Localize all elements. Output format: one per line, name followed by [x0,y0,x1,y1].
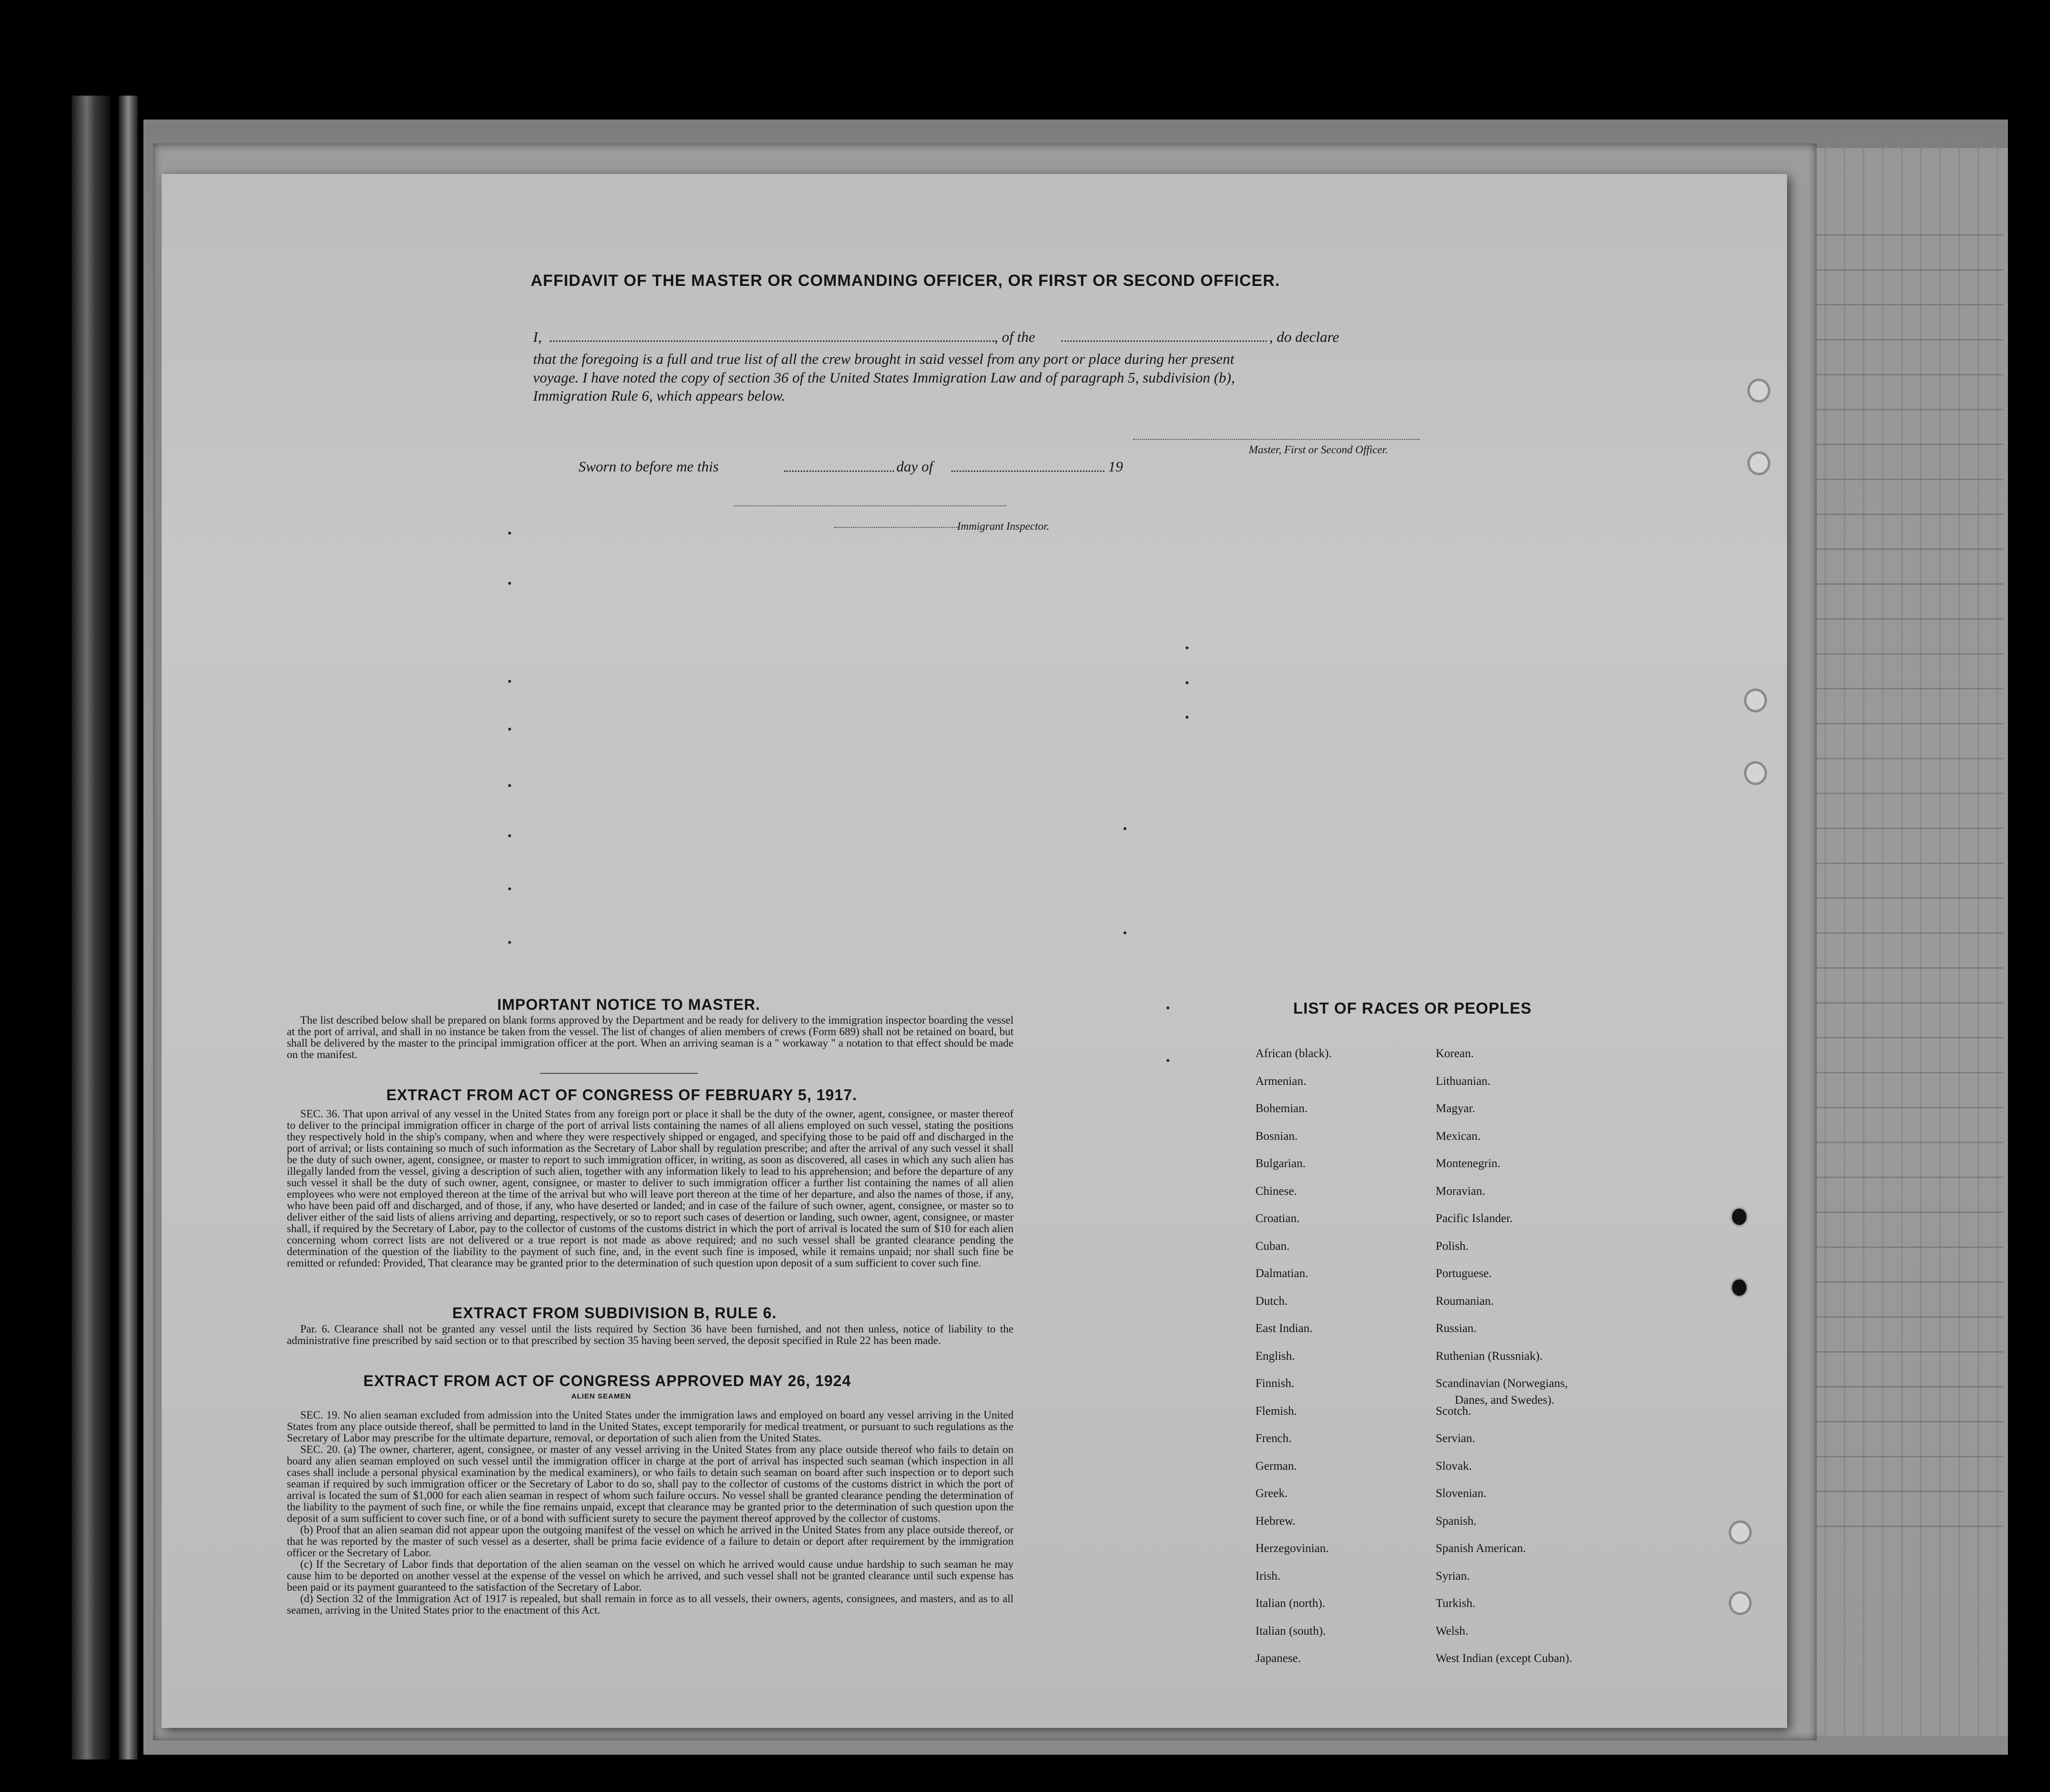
race-item: Bulgarian. [1255,1157,1306,1170]
race-item: Greek. [1255,1487,1288,1500]
punch-hole [1747,451,1770,475]
race-item: Bosnian. [1255,1129,1298,1143]
name-field-line[interactable] [550,340,994,342]
race-item: Syrian. [1436,1569,1470,1583]
race-item: Polish. [1436,1239,1469,1253]
ruling-dot [508,582,511,585]
races-left-column [1255,1047,1332,1680]
affidavit-declare-label: , do declare [1269,328,1340,345]
extract-1917-title: EXTRACT FROM ACT OF CONGRESS OF FEBRUARY 5, 1917. [386,1086,857,1104]
race-item: Korean. [1436,1047,1474,1060]
race-item: Herzegovinian. [1255,1542,1329,1555]
inspector-caption: Immigrant Inspector. [957,520,1049,532]
extract-1924-title: EXTRACT FROM ACT OF CONGRESS APPROVED MAY 26, 1924 [363,1372,851,1389]
ruling-dot [508,532,511,535]
race-item: Bohemian. [1255,1102,1308,1115]
race-item: German. [1255,1459,1297,1473]
sec-20c-paragraph: (c) If the Secretary of Labor finds that deportation of the alien seaman on the vessel on which he arrived would cause undue hardship to such seaman he may cause him to be deported on another vessel at the expense of the vessel on which he arrived, and such vessel shall not be granted clearance until such expense has been paid or its payment guaranteed to the satisfaction of the Secretary of Labor. [287,1558,1014,1593]
race-item: Pacific Islander. [1436,1212,1513,1225]
race-item: Flemish. [1255,1404,1297,1418]
ruling-dot [1186,646,1189,649]
race-item: East Indian. [1255,1322,1313,1335]
film-edge-inner [119,96,138,1759]
affidavit-body-line-2: voyage. I have noted the copy of section 36 of the United States Immigration Law and of paragraph 5, subdivision (b), [533,369,1235,386]
extract-1917-text [287,1108,1014,1269]
notice-text [287,1015,1014,1060]
notice-paragraph: The list described below shall be prepared on blank forms approved by the Department and be ready for delivery to the immigration inspector boarding the vessel at the port of arrival, and shall in no instance be taken from the vessel. The list of changes of alien members of crews (Form 689) shall not be retained on board, but shall be delivered by the master to the principal immigration officer at the port. When an arriving seaman is a " workaway " a notation to that effect should be made on the manifest. [287,1014,1014,1060]
race-item: Slovak. [1436,1459,1472,1473]
extract-rule6-title: EXTRACT FROM SUBDIVISION B, RULE 6. [452,1304,777,1322]
ruling-dot [1186,681,1189,684]
sec-20b-paragraph: (b) Proof that an alien seaman did not appear upon the outgoing manifest of the vessel on which he arrived in the United States from any place outside thereof, or that he was reported by the master of such vessel as a deserter, shall be prima facie evidence of a failure to detain or deport after requirement by the immigration officer or the Secretary of Labor. [287,1524,1014,1559]
race-item: Russian. [1436,1322,1477,1335]
race-item: West Indian (except Cuban). [1436,1652,1572,1665]
extract-1924-subtitle: ALIEN SEAMEN [571,1392,632,1400]
race-item: Scotch. [1436,1404,1472,1418]
race-item: Cuban. [1255,1239,1290,1253]
race-item: Finnish. [1255,1377,1295,1390]
affidavit-of-the-label: , of the [994,328,1036,345]
race-item: Japanese. [1255,1652,1301,1665]
race-item-continuation: Danes, and Swedes). [1455,1394,1555,1407]
race-item: Magyar. [1436,1102,1475,1115]
race-item: Spanish. [1436,1514,1477,1528]
punch-hole [1747,379,1770,403]
notice-title: IMPORTANT NOTICE TO MASTER. [497,996,761,1013]
sec-20d-paragraph: (d) Section 32 of the Immigration Act of 1917 is repealed, but shall remain in force as to all vessels, their owners, agents, consignees, and masters, and as to all seamen, arriving in the United States prior to the enactment of this Act. [287,1593,1014,1616]
inspector-signature-line[interactable] [734,505,1006,506]
underlying-page-lines [1812,201,2003,1540]
race-item: Servian. [1436,1432,1475,1445]
day-of-label: day of [896,458,933,475]
race-item: Turkish. [1436,1597,1476,1610]
race-item: Mexican. [1436,1129,1481,1143]
punch-hole [1729,1520,1752,1544]
race-item: African (black). [1255,1047,1332,1060]
race-item: Chinese. [1255,1184,1297,1198]
race-item: Croatian. [1255,1212,1300,1225]
race-item: Lithuanian. [1436,1074,1491,1088]
ruling-dot [508,834,511,837]
extract-1924-text [287,1410,1014,1616]
race-item: Ruthenian (Russniak). [1436,1349,1543,1363]
extract-rule6-paragraph: Par. 6. Clearance shall not be granted any vessel until the lists required by Section 36 have been furnished, and not then unless, notice of liability to the administrative fine prescribed by said section or to that prescribed by section 35 having been served, the deposit specified in Rule 22 has been made. [287,1323,1014,1346]
position-field-line[interactable] [1061,340,1267,342]
race-item: Irish. [1255,1569,1281,1583]
ruling-dot [1186,716,1189,719]
races-title: LIST OF RACES OR PEOPLES [1293,999,1532,1017]
ruling-dot [1167,1006,1169,1009]
sworn-label: Sworn to before me this [578,458,719,475]
ruling-dot [508,728,511,731]
inspector-line-2 [834,527,959,528]
races-right-column [1436,1047,1572,1680]
punch-hole [1732,1209,1746,1225]
race-item: English. [1255,1349,1295,1363]
race-item: Italian (south). [1255,1624,1326,1638]
affidavit-body-line-1: that the foregoing is a full and true list of all the crew brought in said vessel from any port or place during her present [533,350,1234,367]
sec-19-paragraph: SEC. 19. No alien seaman excluded from admission into the United States under the immigration laws and employed on board any vessel arriving in the United States from any place outside thereof, shall be permitted to land in the United States, except temporarily for medical treatment, or pursuant to such regulations as the Secretary of Labor may prescribe for the ultimate departure, removal, or deportation of such alien from the United States. [287,1409,1014,1444]
race-item: Hebrew. [1255,1514,1296,1528]
race-item: Portuguese. [1436,1267,1492,1280]
signature-caption: Master, First or Second Officer. [1249,444,1388,456]
ruling-dot [508,887,511,890]
ruling-dot [1123,827,1126,830]
ruling-dot [1123,931,1126,934]
sworn-day-line[interactable] [784,470,894,472]
race-item: Slovenian. [1436,1487,1487,1500]
extract-rule6-text [287,1323,1014,1346]
ruling-dot [508,941,511,944]
punch-hole [1744,761,1767,785]
extract-1917-paragraph: SEC. 36. That upon arrival of any vessel in the United States from any foreign port or place it shall be the duty of the owner, agent, consignee, or master thereof to deliver to the principal immigration officer in charge of the port of arrival lists containing the names of all aliens employed on such vessel, stating the positions they respectively hold in the ship's company, when and where they were respectively shipped or engaged, and specifying those to be paid off and discharged in the port of arrival; or lists containing so much of such information as the Secretary of Labor shall by regulation prescribe; and after the arrival of any such vessel it shall be the duty of such owner, agent, consignee, or master to report to such immigration officer, in writing, as soon as discovered, all cases in which any such alien has illegally landed from the vessel, giving a description of such alien, together with any information likely to lead to his apprehension; and before the departure of any such vessel it shall be the duty of such owner, agent, consignee, or master to deliver to such immigration officer a further list containing the names of all alien employees who were not employed thereon at the time of the arrival but who will leave port thereon at the time of her departure, and also the names of those, if any, who have been paid off and discharged, and of those, if any, who have deserted or landed; and in case of the failure of such owner, agent, consignee, or master so to deliver either of the said lists of aliens arriving and departing, respectively, or so to report such cases of desertion or landing, such owner, agent, consignee, or master shall, if required by the Secretary of Labor, pay to the collector of customs of the customs district in which the port of arrival is located the sum of $10 for each alien concerning whom correct lists are not delivered or a true report is not made as above required; and no such vessel shall be granted clearance pending the determination of the question of the liability to the payment of such fine, and, in the event such fine is imposed, while it remains unpaid; nor shall such fine be remitted or refunded: Provided, That clearance may be granted prior to the determination of such question upon deposit of a sum sufficient to cover such fine. [287,1108,1014,1269]
affidavit-i-label: I, [533,328,542,345]
punch-hole [1732,1279,1746,1296]
race-item: French. [1255,1432,1292,1445]
race-item: Scandinavian (Norwegians, [1436,1377,1568,1390]
race-item: Spanish American. [1436,1542,1526,1555]
ruling-dot [508,680,511,683]
race-item: Armenian. [1255,1074,1307,1088]
affidavit-body-line-3: Immigration Rule 6, which appears below. [533,387,785,404]
signature-line[interactable] [1133,439,1420,440]
ruling-dot [508,784,511,787]
race-item: Welsh. [1436,1624,1469,1638]
race-item: Dalmatian. [1255,1267,1309,1280]
race-item: Moravian. [1436,1184,1485,1198]
race-item: Montenegrin. [1436,1157,1501,1170]
ruling-dot [1167,1059,1169,1062]
sworn-month-line[interactable] [951,470,1104,472]
rule-divider [540,1073,698,1074]
punch-hole [1729,1591,1752,1615]
year-label: 19 [1108,458,1123,475]
film-edge [72,96,110,1759]
sec-20a-paragraph: SEC. 20. (a) The owner, charterer, agent, consignee, or master of any vessel arriving in the United States from any place outside thereof who fails to detain on board any alien seaman employed on such vessel until the immigration officer in charge at the port of arrival has inspected such seaman (which inspection in all cases shall include a personal physical examination by the medical examiners), or who fails to detain such seaman on board after such inspection or to deport such seaman if required by such immigration officer or the Secretary of Labor to do so, shall pay to the collector of customs of the customs district in which the port of arrival is located the sum of $1,000 for each alien seaman in respect of whom such failure occurs. No vessel shall be granted clearance pending the determination of the liability to the payment of such fine, or while the fine remains unpaid, except that clearance may be granted prior to the determination of such question upon the deposit of a sum sufficient to cover such fine, or of a bond with sufficient surety to secure the payment thereof approved by the collector of customs. [287,1443,1014,1524]
affidavit-title: AFFIDAVIT OF THE MASTER OR COMMANDING OFFICER, OR FIRST OR SECOND OFFICER. [531,272,1280,290]
punch-hole [1744,688,1767,712]
race-item: Italian (north). [1255,1597,1325,1610]
race-item: Dutch. [1255,1294,1288,1308]
race-item: Roumanian. [1436,1294,1494,1308]
